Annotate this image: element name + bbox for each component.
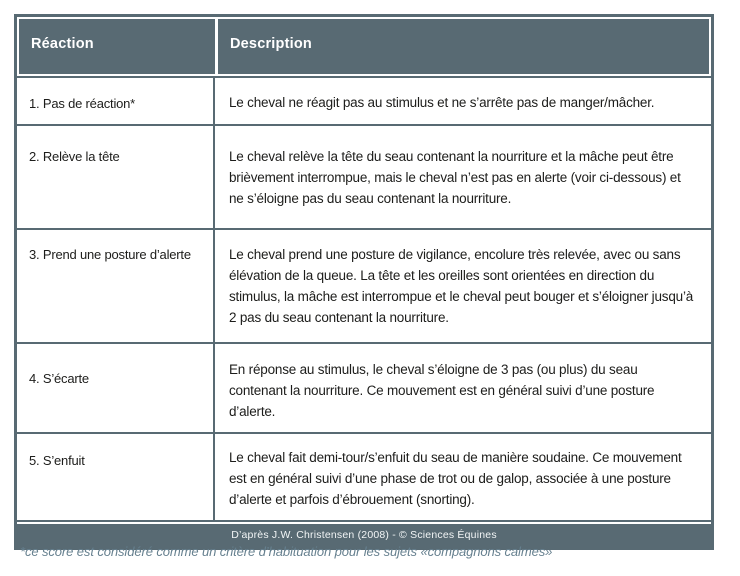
reaction-table: [14, 14, 714, 550]
reaction-cell: 3. Prend une posture d’alerte: [17, 230, 215, 342]
reaction-cell: 4. S’écarte: [17, 344, 215, 432]
credit-bar: D’après J.W. Christensen (2008) - © Sciences Équines: [17, 524, 711, 547]
table-row: [17, 76, 711, 124]
table-header-row: [19, 19, 709, 74]
header-cell-reaction: Réaction: [19, 19, 215, 74]
description-cell: Le cheval prend une posture de vigilance, encolure très relevée, avec ou sans élévation de la queue. La tête et les oreilles sont orientées en direction du stimulus, la mâche est interrompue et le cheval peut bouger et s’éloigner jusqu’à 2 pas du seau contenant la nourriture.: [229, 247, 694, 325]
table-body: [17, 76, 711, 522]
header-cell-description: Description: [218, 19, 709, 74]
reaction-cell: 5. S’enfuit: [17, 434, 215, 520]
description-cell: Le cheval fait demi-tour/s’enfuit du seau de manière soudaine. Ce mouvement est en général suivi d’une phase de trot ou de galop, associée à une posture d’alerte et parfois d’ébrouement (snorting).: [229, 450, 682, 507]
reaction-cell: 2. Relève la tête: [17, 126, 215, 228]
reaction-cell: 1. Pas de réaction*: [17, 78, 215, 124]
description-cell: En réponse au stimulus, le cheval s’éloigne de 3 pas (ou plus) du seau contenant la nourriture. Ce mouvement est en général suivi d’une posture d’alerte.: [229, 362, 655, 419]
description-cell: Le cheval relève la tête du seau contenant la nourriture et la mâche peut être brièvement interrompue, mais le cheval n’est pas en alerte (voir ci-dessous) et ne s’éloigne pas du seau contenant la nourriture.: [229, 149, 681, 206]
table-row: [17, 342, 711, 432]
footnote: *ce score est considéré comme un critère d’habituation pour les sujets «compagnons calmes»: [20, 544, 553, 559]
table-row: [17, 124, 711, 228]
table-row: [17, 228, 711, 342]
description-cell: Le cheval ne réagit pas au stimulus et ne s’arrête pas de manger/mâcher.: [229, 95, 655, 110]
table-row: [17, 432, 711, 520]
